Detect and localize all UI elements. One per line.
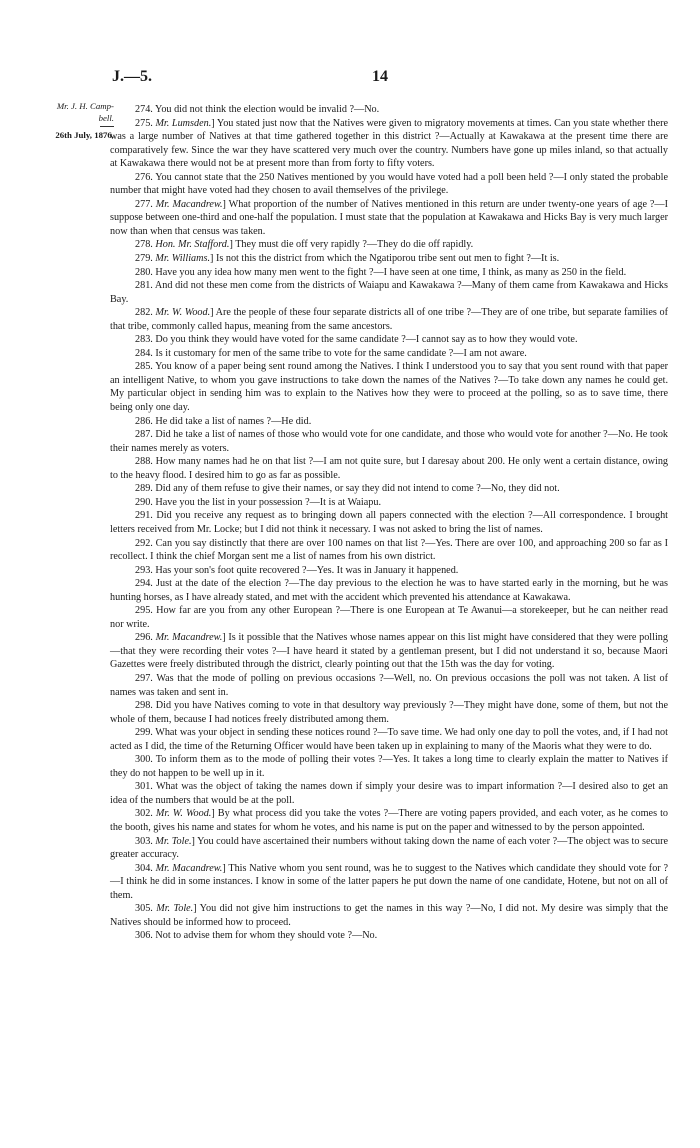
question-answer-text: What was your object in sending these notices round ?—To save time. We had only one day to poll the votes, and, if I had not acted as I did, the time of the Returning Officer would have been taken up in explaining to many of the Maoris what they were to do. (110, 727, 668, 752)
question-number: 301. (135, 781, 153, 793)
testimony-paragraph: 305. Mr. Tole.] You did not give him instructions to get the names in this way ?—No, I did not. My desire was simply that the Natives should be informed how to proceed. (110, 903, 668, 928)
question-number: 298. (135, 700, 153, 712)
testimony-paragraph (110, 753, 668, 780)
question-number: 306. (135, 930, 153, 942)
speaker-name: Mr. Tole. (155, 835, 192, 847)
question-number: 284. (135, 347, 153, 359)
speaker-name: Mr. Macandrew. (155, 862, 223, 874)
question-answer-text: Have you the list in your possession ?—It is at Waiapu. (155, 496, 382, 508)
testimony-paragraph: 304. Mr. Macandrew.] This Native whom you sent round, was he to suggest to the Natives which candidate they should vote for ?—I think he did in some instances. I know in some of the latter papers he put down the name of one candidate, Hotene, but not on all of them. (110, 862, 668, 901)
testimony-paragraph (110, 564, 668, 578)
question-answer-text: Did he take a list of names of those who would vote for one candidate, and those who would vote for another ?—No. He took their names merely as voters. (110, 429, 669, 454)
testimony-paragraph (110, 672, 668, 699)
question-answer-text: How far are you from any other European ?—There is one European at Te Awanui—a storekeeper, but he can neither read nor write. (110, 605, 668, 630)
question-answer-text: Is it customary for men of the same tribe to vote for the same candidate ?—I am not aware. (155, 347, 527, 359)
question-answer-text: Can you say distinctly that there are over 100 names on that list ?—Yes. There are over 100, and approaching 200 so far as I recollect. I think the chief Morgan sent me a list of names from his own district. (110, 537, 668, 563)
testimony-paragraph (110, 509, 668, 536)
question-number: 287. (135, 429, 153, 441)
question-number: 303. (135, 835, 153, 847)
question-answer-text: Have you any idea how many men went to the fight ?—I have seen at one time, I think, as many as 250 in the field. (155, 266, 627, 278)
question-answer-text: To inform them as to the mode of polling their votes ?—Yes. It takes a long time to clearly explain the matter to Natives if they do not happen to be well up in it. (110, 754, 668, 779)
question-answer-text: And did not these men come from the districts of Waiapu and Kawakawa ?—Many of them came from Kawakawa and Hicks Bay. (110, 280, 668, 305)
testimony-date: 26th July, 1876. (55, 130, 114, 140)
testimony-paragraph (110, 929, 668, 943)
question-number: 296. (135, 632, 153, 644)
question-number: 274. (135, 104, 153, 115)
speaker-name: Mr. W. Wood. (155, 808, 212, 820)
question-answer-text: What was the object of taking the names down if simply your desire was to impart information ?—I desired also to get an idea of the numbers that would be at the poll. (110, 781, 668, 806)
question-answer-text: Did any of them refuse to give their names, or say they did not intend to come ?—No, they did not. (155, 483, 560, 495)
question-answer-text: You did not give him instructions to get the names in this way ?—No, I did not. My desire was simply that the Natives should be informed how to proceed. (110, 903, 668, 928)
question-number: 294. (135, 578, 153, 590)
question-number: 283. (135, 334, 153, 346)
testimony-paragraph: 275. Mr. Lumsden.] You stated just now that the Natives were given to migratory movements at times. Can you state whether there was a large number of Natives at that time gathered together in this district ?—Actually at Kawakawa at the present time there are comparatively few. Since the war they have scattered very much over the country. Numbers have gone up miles inland, so that actually at Kawakawa there would not be at present more than from forty to fifty voters. (110, 117, 669, 170)
witness-name-line2: bell. (98, 113, 114, 123)
question-answer-text: This Native whom you sent round, was he to suggest to the Natives which candidate they should vote for ?—I think he did in some instances. I know in some of the latter papers he put down the name of one candidate, Hotene, but not on all of them. (110, 862, 668, 901)
testimony-paragraph (110, 604, 668, 631)
testimony-paragraph: 277. Mr. Macandrew.] What proportion of the number of Natives mentioned in this return are under twenty-one years of age ?—I suppose between one-third and one-half the population. I must state that the population at Kawakawa and Hicks Bay is very much larger now than when that census was taken. (110, 198, 668, 237)
question-number: 297. (135, 672, 153, 684)
testimony-paragraph (110, 455, 668, 482)
question-answer-text: Did you have Natives coming to vote in that desultory way previously ?—They might have done, some of them, but not the whole of them, because I had notices freely distributed among them. (110, 700, 669, 725)
question-number: 276. (135, 171, 153, 183)
testimony-paragraph (110, 415, 668, 429)
question-number: 290. (135, 496, 153, 508)
testimony-paragraph (110, 537, 668, 564)
question-number: 285. (135, 361, 153, 373)
question-number: 304. (135, 862, 153, 874)
testimony-paragraph: 296. Mr. Macandrew.] Is it possible that the Natives whose names appear on this list might have considered that they were polling—that they were recording their votes ?—I have heard it stated by a gentleman present, but I did not understand it so, because Maori Gazettes were freely distributed through the district, clearly pointing out that the 15th was the day for voting. (110, 632, 668, 671)
question-answer-text: You cannot state that the 250 Natives mentioned by you would have voted had a poll been held ?—I only stated the probable number that might have voted had they chosen to avail themselves of the privilege. (110, 171, 668, 197)
question-number: 289. (135, 483, 153, 495)
question-answer-text: Not to advise them for whom they should vote ?—No. (155, 930, 378, 942)
speaker-name: Mr. Macandrew. (155, 198, 223, 210)
testimony-paragraph (110, 780, 668, 807)
question-answer-text: Just at the date of the election ?—The day previous to the election he was to have started early in the morning, but he was hunting horses, as I have already stated, and met with the accident which prevented his attendance at Kawakawa. (110, 578, 669, 603)
question-answer-text: Is it possible that the Natives whose names appear on this list might have considered that they were polling—that they were recording their votes ?—I have heard it stated by a gentleman present, but I did not understand it so, because Maori Gazettes were freely distributed through the district, clearly pointing out that the 15th was the day for voting. (110, 632, 668, 671)
question-answer-text: Did you receive any request as to bringing down all papers connected with the election ?—All correspondence. I brought letters received from Mr. Locke; but I did not think it necessary. I was not asked to bring the list of names. (110, 510, 668, 535)
question-answer-text: You did not think the election would be invalid ?—No. (155, 104, 380, 115)
testimony-paragraph: 303. Mr. Tole.] You could have ascertained their numbers without taking down the name of each voter ?—The object was to secure greater accuracy. (110, 835, 669, 861)
question-number: 299. (135, 727, 153, 739)
testimony-paragraph: 279. Mr. Williams.] Is not this the district from which the Ngatiporou tribe sent out men to fight ?—It is. (135, 253, 560, 265)
question-number: 281. (135, 280, 153, 292)
testimony-paragraph (110, 496, 668, 510)
testimony-body (110, 103, 668, 943)
question-answer-text: Is not this the district from which the Ngatiporou tribe sent out men to fight ?—It is. (215, 253, 560, 265)
testimony-paragraph (110, 428, 668, 455)
testimony-paragraph: 282. Mr. W. Wood.] Are the people of these four separate districts all of one tribe ?—They are of one tribe, but separate families of that tribe, commonly called hapus, meaning from the same ancestors. (110, 307, 669, 332)
margin-note (18, 100, 114, 141)
question-answer-text: They must die off very rapidly ?—They do die off rapidly. (235, 239, 474, 251)
testimony-paragraph (110, 726, 668, 753)
testimony-paragraph (110, 279, 668, 306)
testimony-paragraph (110, 360, 668, 414)
speaker-name: Mr. Stafford. (178, 239, 230, 251)
speaker-name: Mr. Lumsden. (155, 117, 212, 129)
question-answer-text: He did take a list of names ?—He did. (155, 415, 312, 427)
question-answer-text: Do you think they would have voted for the same candidate ?—I cannot say as to how they would vote. (155, 334, 578, 346)
question-number: 282. (135, 307, 153, 319)
question-number: 275. (135, 117, 153, 129)
testimony-paragraph (110, 577, 668, 604)
question-answer-text: You stated just now that the Natives were given to migratory movements at times. Can you state whether there was a large number of Natives at that time gathered together in this district ?—Actually at Kawakawa at the present time there are comparatively few. Since the war they have scattered very much over the country. Numbers have gone up miles inland, so that actually at Kawakawa there would not be at present more than from forty to fifty voters. (110, 117, 669, 170)
speaker-name: Mr. Tole. (156, 903, 194, 915)
question-answer-text: You could have ascertained their numbers without taking down the name of each voter ?—The object was to secure greater accuracy. (110, 835, 669, 861)
question-number: 291. (135, 510, 153, 522)
testimony-paragraph (110, 103, 668, 117)
testimony-paragraph (110, 482, 668, 496)
question-number: 295. (135, 605, 153, 617)
witness-name-line1: Mr. J. H. Camp- (56, 101, 114, 111)
testimony-paragraph (110, 347, 668, 361)
question-number: 302. (135, 808, 153, 820)
testimony-paragraph (110, 699, 668, 726)
question-number: 288. (135, 456, 153, 468)
speaker-name: Mr. Macandrew. (155, 632, 223, 644)
question-number: 279. (135, 253, 153, 265)
question-number: 305. (135, 903, 153, 915)
testimony-paragraph: 302. Mr. W. Wood.] By what process did you take the votes ?—There are voting papers provided, and each voter, as he comes to the booth, gives his name and states for whom he votes, and his name is put on the paper and witnessed to by the person appointed. (110, 808, 669, 833)
testimony-paragraph (110, 171, 668, 198)
question-number: 280. (135, 266, 153, 278)
question-number: 300. (135, 754, 153, 766)
question-number: 278. (135, 239, 153, 251)
question-answer-text: Has your son's foot quite recovered ?—Yes. It was in January it happened. (155, 564, 459, 576)
question-number: 292. (135, 537, 153, 549)
speaker-name: Mr. W. Wood. (155, 307, 211, 319)
testimony-paragraph: 278. Hon. Mr. Stafford.] They must die off very rapidly ?—They do die off rapidly. (135, 239, 474, 251)
question-number: 293. (135, 564, 153, 576)
speaker-prefix: Hon. (155, 239, 179, 251)
question-answer-text: By what process did you take the votes ?—There are voting papers provided, and each voter, as he comes to the booth, gives his name and states for whom he votes, and his name is put on the paper and witnessed to by the person appointed. (110, 808, 669, 833)
page-identifier: J.—5. (112, 68, 152, 85)
question-answer-text: How many names had he on that list ?—I am not quite sure, but I daresay about 200. He only went a certain distance, owing to the heavy flood. I desired him to go as far as possible. (110, 456, 669, 481)
question-answer-text: Was that the mode of polling on previous occasions ?—Well, no. On previous occasions the poll was not taken. A list of names was taken and sent in. (110, 672, 668, 698)
speaker-name: Mr. Williams. (155, 253, 210, 265)
testimony-paragraph (110, 333, 668, 347)
question-number: 277. (135, 198, 153, 210)
question-answer-text: You know of a paper being sent round among the Natives. I think I understood you to say that you sent round with that paper an intelligent Native, to whom you gave instructions to take down the names of the Natives ?—To take down any names he could get. My particular object in sending him was to explain to the Natives how they were to proceed at the polling, so as to save time, there being only one day. (110, 361, 668, 414)
question-answer-text: What proportion of the number of Natives mentioned in this return are under twenty-one years of age ?—I suppose between one-third and one-half the population. I must state that the population at Kawakawa and Hicks Bay is very much larger now than when that census was taken. (110, 198, 668, 237)
witness-name (18, 100, 114, 124)
question-answer-text: Are the people of these four separate districts all of one tribe ?—They are of one tribe, but separate families of that tribe, commonly called hapus, meaning from the same ancestors. (110, 307, 669, 332)
question-number: 286. (135, 415, 153, 427)
testimony-paragraph (110, 266, 668, 280)
page-number: 14 (372, 68, 388, 85)
